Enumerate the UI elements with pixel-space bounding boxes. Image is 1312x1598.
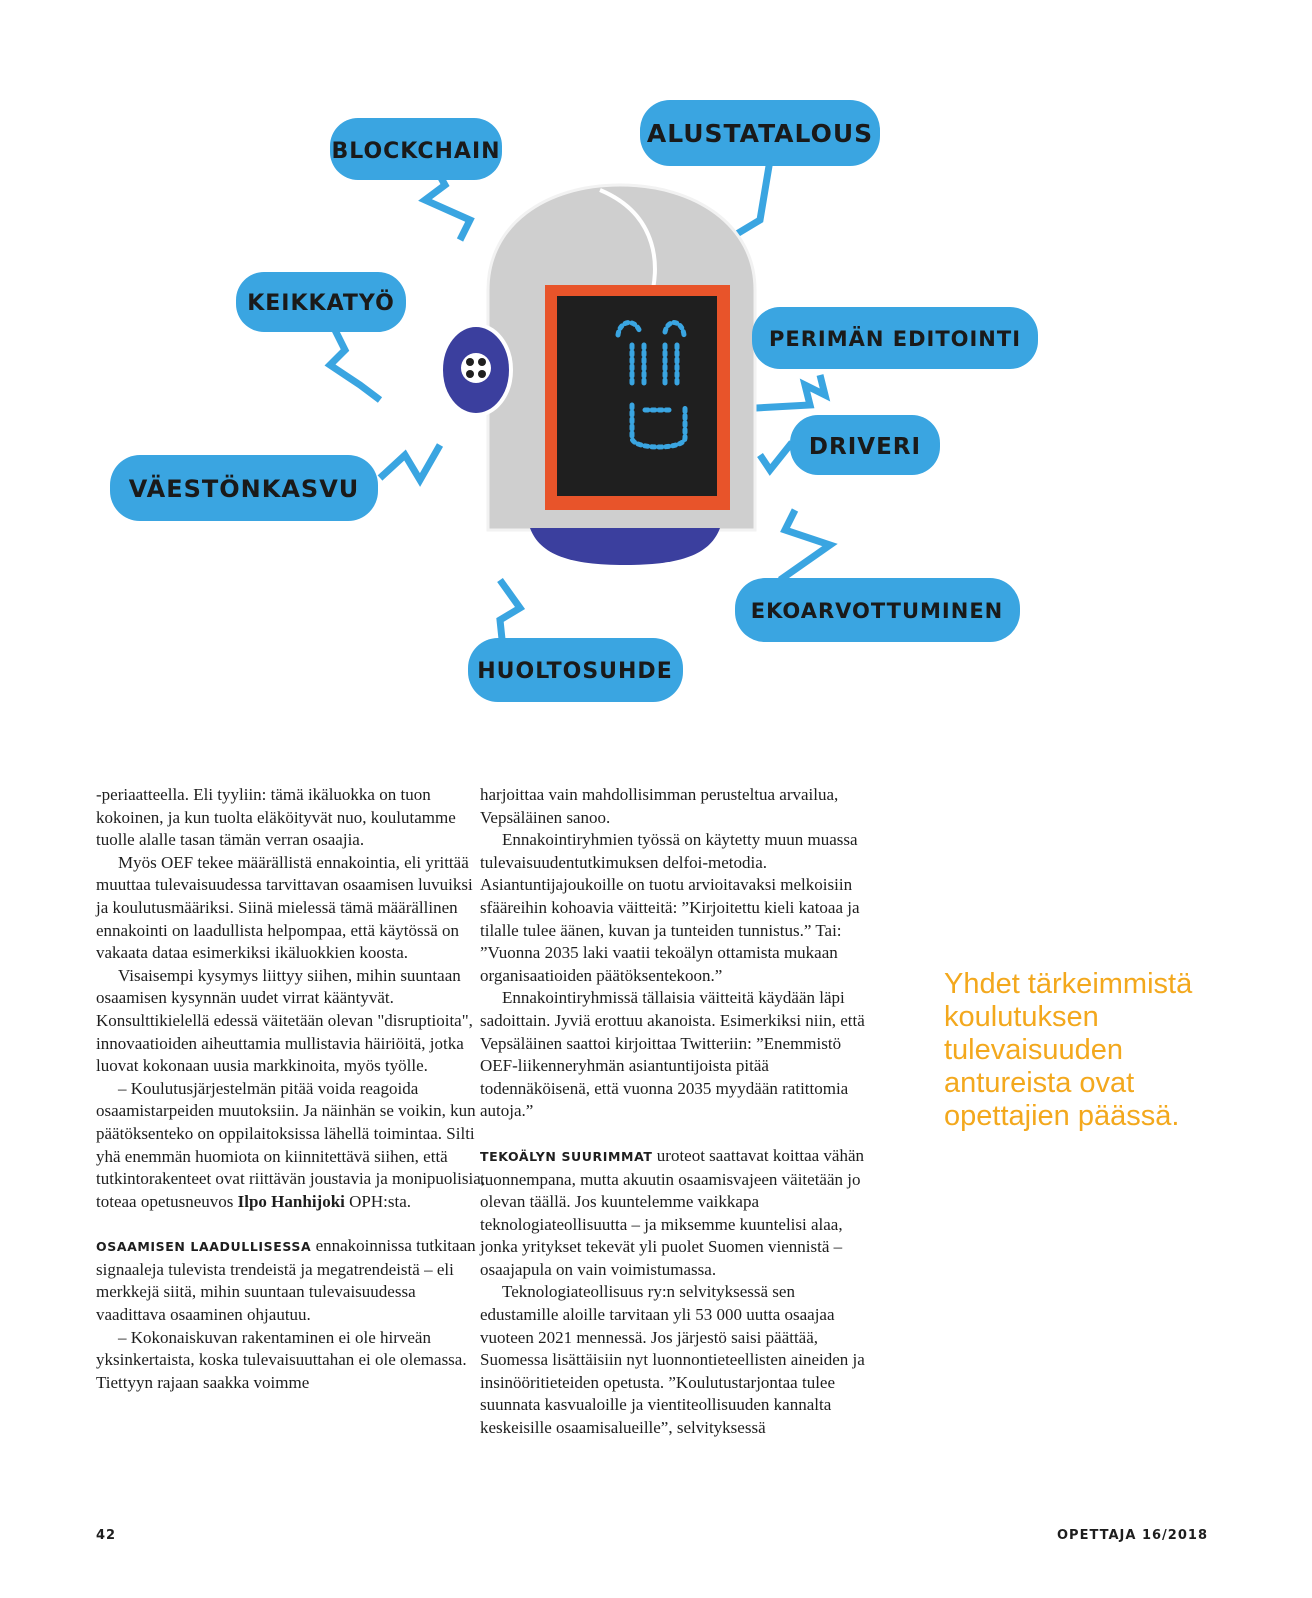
paragraph-text: ennakoinnissa tutkitaan signaaleja tulevista trendeistä ja megatrendeistä – eli merkkejä siitä, mihin suuntaan tulevaisuudessa vaadittava osaaminen ohjautuu. xyxy=(96,1236,476,1325)
tag-label-huoltosuhde: HUOLTOSUHDE xyxy=(477,659,673,684)
paragraph: – Kokonaiskuvan rakentaminen ei ole hirveän yksinkertaista, koska tulevaisuuttahan ei ole olemassa. Tiettyyn rajaan saakka voimme xyxy=(96,1327,467,1392)
tag-perima xyxy=(752,307,1038,369)
person-name: Ilpo Hanhijoki xyxy=(237,1191,345,1211)
page-number: 42 xyxy=(96,1528,117,1543)
tag-label-perima: PERIMÄN EDITOINTI xyxy=(768,327,1022,351)
paragraph-text: – Koulutusjärjestelmän pitää voida reagoida osaamistarpeiden muutoksiin. Ja näinhän se voikin, kun päätöksenteko on oppilaitoksissa lähellä toimintaa. Silti yhä enemmän huomiota on kiinnitettävä siihen, että tutkintorakenteet ovat riittävän joustavia ja monipuolisia, toteaa opetusneuvos xyxy=(96,1078,486,1211)
tag-label-driveri: DRIVERI xyxy=(808,434,922,460)
tag-blockchain xyxy=(330,118,502,180)
tag-ekoarvottuminen xyxy=(735,578,1020,642)
tag-vaestonkasvu xyxy=(110,455,378,521)
tag-driveri xyxy=(790,415,940,475)
section-kicker: OSAAMISEN LAADULLISESSA xyxy=(96,1239,312,1255)
paragraph: Ennakointiryhmissä tällaisia väitteitä käydään läpi sadoittain. Jyviä erottuu akanoista. Esimerkiksi niin, että Vepsäläinen saattoi kirjoittaa Twitteriin: ”Enemmistö OEF-liikenneryhmän asiantuntijoista pitää todennäköisenä, että vuonna 2035 myydään ratittomia autoja.” xyxy=(480,988,865,1121)
tag-keikkatyo xyxy=(236,272,406,332)
paragraph: Myös OEF tekee määrällistä ennakointia, eli yrittää muuttaa tulevaisuudessa tarvittavan osaamisen luvuiksi ja koulutusmääriksi. Siinä mielessä tämä määrällinen ennakointi on laadullista helpompaa, että käytössä on vakaata dataa esimerkiksi ikäluokkien koosta. xyxy=(96,852,473,963)
paragraph-text: OPH:sta. xyxy=(349,1191,412,1211)
paragraph: -periaatteella. Eli tyyliin: tämä ikäluokka on tuon kokoinen, ja kun tuolta eläköityvät nuo, koulutamme tuolle alalle tasan tämän verran osaajia. xyxy=(96,785,456,850)
paragraph-text: uroteot saattavat koittaa vähän tuonnempana, mutta akuutin osaamisvajeen väitetään jo olevan täällä. Jos kuuntelemme vaikkapa teknologiateollisuutta – ja miksemme kuuntelisi alaa, jonka yritykset tekevät yli puolet Suomen viennistä – osaajapula on vain voimistumassa. xyxy=(480,1145,865,1279)
pull-quote: Yhdet tärkeimmistä koulutuksen tulevaisuuden antureista ovat opettajien päässä. xyxy=(944,968,1193,1132)
article-column-2 xyxy=(480,784,870,1440)
section-paragraph xyxy=(480,1145,870,1282)
tag-label-keikkatyo: KEIKKATYÖ xyxy=(247,291,395,316)
connector-ekoarvottuminen xyxy=(780,510,830,580)
paragraph xyxy=(96,1078,486,1214)
paragraph: Teknologiateollisuus ry:n selvityksessä sen edustamille aloille tarvitaan yli 53 000 uutta osaajaa vuoteen 2021 mennessä. Jos järjestö saisi päättää, Suomessa lisättäisiin nyt luonnontieteellisten aineiden ja insinööritieteiden opetusta. ”Koulutustarjontaa tulee suunnata kasvualoille ja vientiteollisuuden kannalta keskeisille osaamisalueille”, selvityksessä xyxy=(480,1282,865,1438)
tag-label-alustatalous: ALUSTATALOUS xyxy=(646,119,874,148)
article-column-1 xyxy=(96,784,486,1394)
paragraph: harjoittaa vain mahdollisimman perusteltua arvailua, Vepsäläinen sanoo. xyxy=(480,785,839,827)
paragraph: Ennakointiryhmien työssä on käytetty muun muassa tulevaisuudentutkimuksen delfoi-metodia. Asiantuntijajoukoille on tuotu arvioitavaksi melkoisiin sfääreihin kohoavia väitteitä: ”Kirjoitettu kieli katoaa ja tilalle tulee äänen, kuvan ja tunteiden tunnistus.” Tai: ”Vuonna 2035 laki vaatii tekoälyn ottamista mukaan organisaatioiden päätöksentekoon.” xyxy=(480,830,860,985)
tag-label-ekoarvottuminen: EKOARVOTTUMINEN xyxy=(750,599,1004,623)
connector-vaestonkasvu xyxy=(380,445,440,480)
section-kicker: TEKOÄLYN SUURIMMAT xyxy=(480,1148,653,1164)
robot-head xyxy=(441,185,755,565)
tag-label-blockchain: BLOCKCHAIN xyxy=(331,139,501,164)
paragraph: Visaisempi kysymys liittyy siihen, mihin suuntaan osaamisen kysynnän uudet virrat kääntyvät. Konsulttikielellä edessä väitetään olevan "disruptioita", innovaatioiden aiheuttamia mullistavia häiriöitä, jotka luovat kokonaan uusia markkinoita, myös työlle. xyxy=(96,965,473,1076)
robot-illustration xyxy=(0,0,1312,730)
neck xyxy=(530,528,720,565)
publication-issue: OPETTAJA 16/2018 xyxy=(1057,1528,1208,1543)
tag-huoltosuhde xyxy=(468,638,683,702)
section-paragraph xyxy=(96,1235,486,1326)
tag-label-vaestonkasvu: VÄESTÖNKASVU xyxy=(128,475,360,503)
tag-alustatalous xyxy=(640,100,880,166)
